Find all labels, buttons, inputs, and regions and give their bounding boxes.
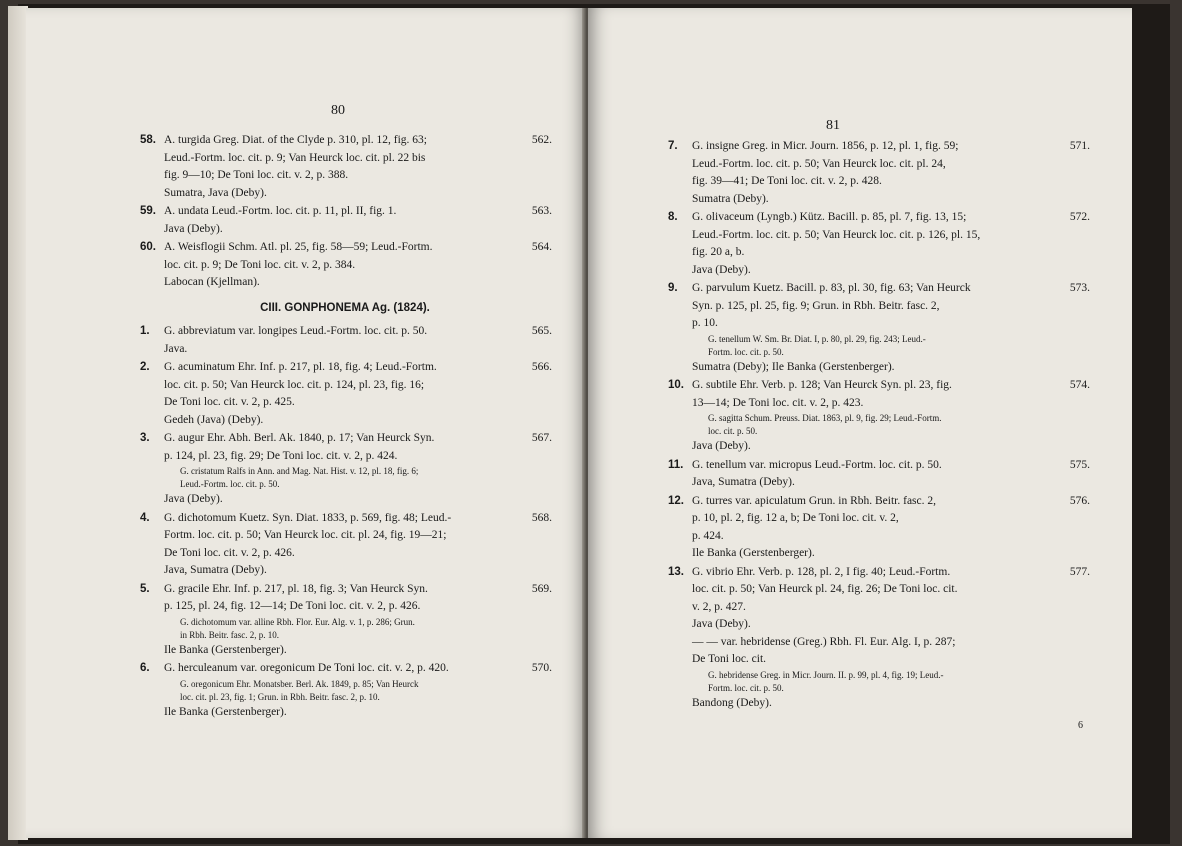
entry-line: fig. 39—41; De Toni loc. cit. v. 2, p. 428. <box>692 175 882 187</box>
species-entry <box>668 564 1088 713</box>
reference-number: 568. <box>531 511 552 524</box>
entry-line-text: G. vibrio Ehr. Verb. p. 128, pl. 2, I fig. 40; Leud.-Fortm. <box>692 565 951 578</box>
reference-number: 571. <box>1069 140 1090 152</box>
entry-line-text: A. Weisflogii Schm. Atl. pl. 25, fig. 58—59; Leud.-Fortm. <box>164 241 433 253</box>
entry-line: fig. 20 a, b. <box>692 246 745 258</box>
entry-number: 59. <box>140 205 156 217</box>
entry-line-text: A. undata Leud.-Fortm. loc. cit. p. 11, pl. II, fig. 1. <box>164 205 397 217</box>
entry-line: Java (Deby). <box>164 222 223 235</box>
reference-number: 572. <box>1069 211 1090 223</box>
entry-number: 9. <box>668 282 678 294</box>
entry-number: 60. <box>140 241 156 253</box>
entry-text <box>140 430 550 509</box>
entry-line <box>140 132 550 150</box>
entry-line-text: G. gracile Ehr. Inf. p. 217, pl. 18, fig. 3; Van Heurck Syn. <box>164 582 428 595</box>
entry-line: Sumatra (Deby). <box>692 192 769 205</box>
reference-number: 577. <box>1069 565 1090 578</box>
reference-number: 573. <box>1069 282 1090 294</box>
reference-number: 570. <box>531 662 552 674</box>
entry-line <box>140 581 550 599</box>
synonym-note: G. cristatum Ralfs in Ann. and Mag. Nat. Hist. v. 12, pl. 18, fig. 6; <box>180 466 419 476</box>
entry-text <box>668 377 1088 456</box>
entry-line: De Toni loc. cit. v. 2, p. 425. <box>164 396 295 408</box>
locality-line: Bandong (Deby). <box>692 696 772 709</box>
entry-line: Java, Sumatra (Deby). <box>692 476 795 488</box>
entry-line: p. 424. <box>692 529 724 542</box>
entry-line: Syn. p. 125, pl. 25, fig. 9; Grun. in Rbh. Beitr. fasc. 2, <box>692 299 940 312</box>
entry-line: Sumatra, Java (Deby). <box>164 186 267 199</box>
entry-text <box>140 359 550 429</box>
locality-line: Java (Deby). <box>164 493 223 505</box>
entry-line-text: G. augur Ehr. Abh. Berl. Ak. 1840, p. 17; Van Heurck Syn. <box>164 432 435 444</box>
entry-number: 7. <box>668 140 678 152</box>
page-edge <box>8 6 28 840</box>
entry-line <box>140 323 550 341</box>
reference-number: 565. <box>531 325 552 337</box>
locality-line: Sumatra (Deby); Ile Banka (Gerstenberger). <box>692 360 895 373</box>
entry-list <box>140 132 550 722</box>
synonym-note: Fortm. loc. cit. p. 50. <box>708 346 784 357</box>
entry-number: 1. <box>140 325 150 337</box>
entry-number: 11. <box>668 458 684 471</box>
species-entry <box>140 660 550 721</box>
reference-number: 574. <box>1069 379 1090 391</box>
locality-line: Java (Deby). <box>692 440 751 452</box>
reference-number: 576. <box>1069 494 1090 507</box>
species-entry <box>140 581 550 660</box>
entry-text <box>140 660 550 721</box>
page-number: 80 <box>331 103 345 118</box>
entry-line: p. 10, pl. 2, fig. 12 a, b; De Toni loc. cit. v. 2, <box>692 512 899 524</box>
entry-line-text: G. insigne Greg. in Micr. Journ. 1856, p. 12, pl. 1, fig. 59; <box>692 140 959 152</box>
entry-text <box>668 209 1088 279</box>
reference-number: 563. <box>531 205 552 217</box>
entry-line: Java, Sumatra (Deby). <box>164 564 267 576</box>
entry-number: 3. <box>140 432 150 444</box>
entry-number: 10. <box>668 379 684 391</box>
entry-line-text: G. acuminatum Ehr. Inf. p. 217, pl. 18, fig. 4; Leud.-Fortm. <box>164 361 437 373</box>
entry-line: p. 10. <box>692 317 718 329</box>
entry-text <box>668 138 1088 208</box>
entry-line: Leud.-Fortm. loc. cit. p. 50; Van Heurck loc. cit. pl. 24, <box>692 157 946 170</box>
synonym-note: in Rbh. Beitr. fasc. 2, p. 10. <box>180 629 279 640</box>
synonym-note: G. oregonicum Ehr. Monatsber. Berl. Ak. 1849, p. 85; Van Heurck <box>180 678 419 689</box>
page-number: 81 <box>826 118 840 133</box>
entry-line: Java (Deby). <box>692 618 751 630</box>
synonym-note: loc. cit. pl. 23, fig. 1; Grun. in Rbh. Beitr. fasc. 2, p. 10. <box>180 691 380 702</box>
entry-line <box>668 457 1088 475</box>
synonym-note: G. hebridense Greg. in Micr. Journ. II. p. 99, pl. 4, fig. 19; Leud.- <box>708 669 944 680</box>
entry-line: Java. <box>164 342 188 355</box>
species-entry <box>668 209 1088 279</box>
entry-line: Ile Banka (Gerstenberger). <box>692 547 815 559</box>
entry-line: fig. 9—10; De Toni loc. cit. v. 2, p. 388. <box>164 169 349 181</box>
entry-text <box>140 581 550 660</box>
entry-line: Leud.-Fortm. loc. cit. p. 9; Van Heurck loc. cit. pl. 22 bis <box>164 151 426 164</box>
synonym-note: G. tenellum W. Sm. Br. Diat. I, p. 80, pl. 29, fig. 243; Leud.- <box>708 333 926 344</box>
left-page <box>26 8 586 838</box>
entry-text <box>140 203 550 238</box>
entry-text <box>140 510 550 580</box>
entry-text <box>668 457 1088 492</box>
entry-number: 2. <box>140 361 150 373</box>
species-entry <box>140 239 550 292</box>
entry-line <box>140 510 550 528</box>
species-entry <box>140 430 550 509</box>
signature-mark: 6 <box>1078 720 1083 731</box>
synonym-note: Leud.-Fortm. loc. cit. p. 50. <box>180 479 280 489</box>
locality-line: Ile Banka (Gerstenberger). <box>164 705 287 718</box>
synonym-note: loc. cit. p. 50. <box>708 426 758 436</box>
reference-number: 564. <box>531 241 552 253</box>
entry-line: Leud.-Fortm. loc. cit. p. 50; Van Heurck loc. cit. p. 126, pl. 15, <box>692 228 981 241</box>
reference-number: 562. <box>531 134 552 146</box>
entry-line <box>140 203 550 221</box>
entry-line: loc. cit. p. 50; Van Heurck pl. 24, fig. 26; De Toni loc. cit. <box>692 583 958 595</box>
synonym-note: G. dichotomum var. alline Rbh. Flor. Eur. Alg. v. 1, p. 286; Grun. <box>180 616 415 627</box>
species-entry <box>668 493 1088 563</box>
entry-line-text: G. parvulum Kuetz. Bacill. p. 83, pl. 30, fig. 63; Van Heurck <box>692 282 971 294</box>
right-page <box>588 8 1132 838</box>
entry-line-text: G. abbreviatum var. longipes Leud.-Fortm. loc. cit. p. 50. <box>164 325 428 337</box>
entry-line <box>140 239 550 257</box>
species-entry <box>668 280 1088 376</box>
entry-line <box>668 280 1088 298</box>
entry-number: 5. <box>140 582 150 595</box>
entry-line <box>668 377 1088 395</box>
species-entry <box>140 203 550 238</box>
entry-line <box>668 493 1088 511</box>
species-entry <box>668 377 1088 456</box>
entry-text <box>668 493 1088 563</box>
species-entry <box>140 510 550 580</box>
entry-line: De Toni loc. cit. v. 2, p. 426. <box>164 546 295 559</box>
locality-line: Ile Banka (Gerstenberger). <box>164 643 287 656</box>
reference-number: 569. <box>531 582 552 595</box>
entry-line <box>140 359 550 377</box>
entry-text <box>668 280 1088 376</box>
entry-line-text: G. herculeanum var. oregonicum De Toni loc. cit. v. 2, p. 420. <box>164 662 449 674</box>
entry-line <box>668 564 1088 582</box>
reference-number: 567. <box>531 432 552 444</box>
entry-line: v. 2, p. 427. <box>692 600 746 613</box>
entry-line: Gedeh (Java) (Deby). <box>164 413 264 426</box>
entry-number: 58. <box>140 134 156 146</box>
entry-number: 12. <box>668 494 684 507</box>
entry-text <box>668 564 1088 713</box>
entry-line-text: G. turres var. apiculatum Grun. in Rbh. Beitr. fasc. 2, <box>692 494 937 507</box>
entry-text <box>140 239 550 292</box>
species-entry <box>140 359 550 429</box>
entry-number: 4. <box>140 511 150 524</box>
entry-number: 6. <box>140 662 150 674</box>
entry-line: De Toni loc. cit. <box>692 653 767 665</box>
entry-line: loc. cit. p. 50; Van Heurck loc. cit. p. 124, pl. 23, fig. 16; <box>164 378 425 391</box>
entry-text <box>140 323 550 358</box>
entry-line <box>668 209 1088 227</box>
entry-line: 13—14; De Toni loc. cit. v. 2, p. 423. <box>692 396 864 409</box>
entry-line-text: G. subtile Ehr. Verb. p. 128; Van Heurck Syn. pl. 23, fig. <box>692 379 952 391</box>
species-entry <box>140 323 550 358</box>
entry-line: Fortm. loc. cit. p. 50; Van Heurck loc. cit. pl. 24, fig. 19—21; <box>164 529 447 541</box>
reference-number: 575. <box>1069 458 1090 471</box>
entry-list <box>668 138 1088 713</box>
entry-line-text: A. turgida Greg. Diat. of the Clyde p. 310, pl. 12, fig. 63; <box>164 134 427 146</box>
entry-line-text: G. dichotomum Kuetz. Syn. Diat. 1833, p. 569, fig. 48; Leud.- <box>164 511 452 524</box>
entry-line <box>140 430 550 448</box>
entry-line-text: G. olivaceum (Lyngb.) Kütz. Bacill. p. 85, pl. 7, fig. 13, 15; <box>692 211 967 223</box>
species-entry <box>668 457 1088 492</box>
genus-heading: CIII. GONPHONEMA Ag. (1824). <box>260 301 430 314</box>
entry-line: p. 125, pl. 24, fig. 12—14; De Toni loc. cit. v. 2, p. 426. <box>164 600 421 612</box>
species-entry <box>140 132 550 202</box>
entry-number: 13. <box>668 565 684 578</box>
synonym-note: G. sagitta Schum. Preuss. Diat. 1863, pl. 9, fig. 29; Leud.-Fortm. <box>708 413 942 423</box>
entry-line <box>668 138 1088 156</box>
entry-line <box>140 660 550 678</box>
entry-number: 8. <box>668 211 678 223</box>
synonym-note: Fortm. loc. cit. p. 50. <box>708 682 784 693</box>
species-entry <box>668 138 1088 208</box>
entry-line: — — var. hebridense (Greg.) Rbh. Fl. Eur. Alg. I, p. 287; <box>692 635 956 648</box>
entry-line: Labocan (Kjellman). <box>164 276 260 288</box>
entry-text <box>140 132 550 202</box>
entry-line: loc. cit. p. 9; De Toni loc. cit. v. 2, p. 384. <box>164 258 356 271</box>
entry-line-text: G. tenellum var. micropus Leud.-Fortm. loc. cit. p. 50. <box>692 458 942 471</box>
entry-line: Java (Deby). <box>692 263 751 276</box>
reference-number: 566. <box>531 361 552 373</box>
entry-line: p. 124, pl. 23, fig. 29; De Toni loc. cit. v. 2, p. 424. <box>164 449 398 462</box>
